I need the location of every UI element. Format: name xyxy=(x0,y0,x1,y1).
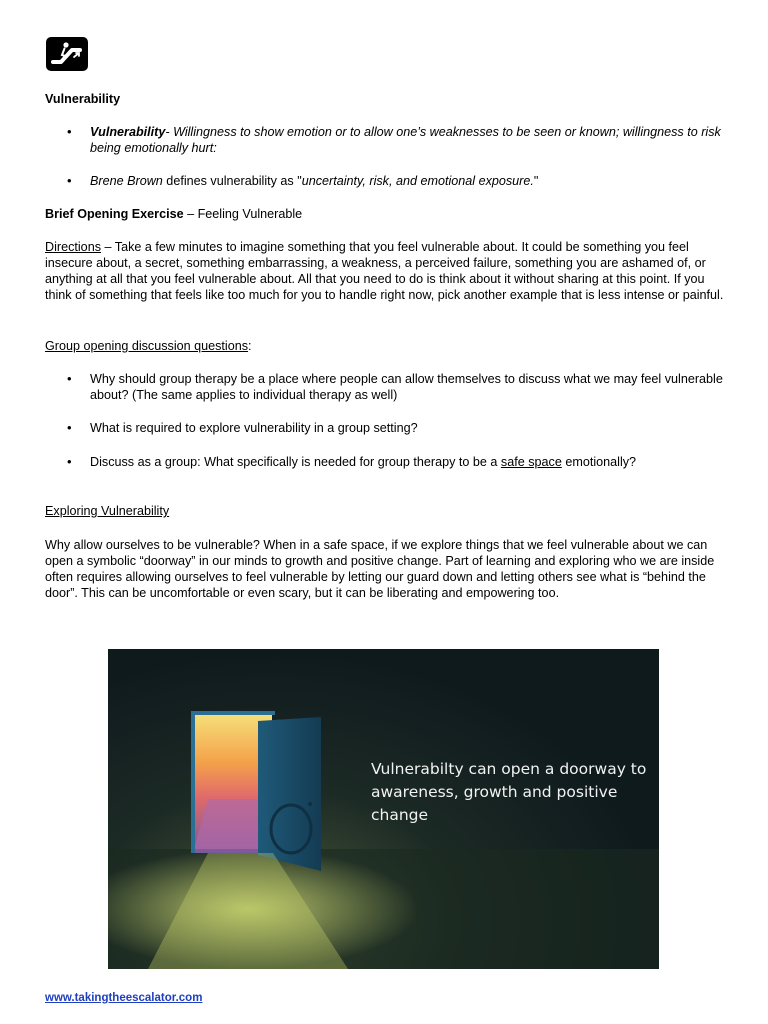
escalator-logo xyxy=(46,37,88,71)
definition-text: Willingness to show emotion or to allow one’s weaknesses to be seen or known; willingness to risk being emotionally hurt: xyxy=(90,125,721,155)
doorway-image xyxy=(108,649,659,969)
list-item: • Brene Brown defines vulnerability as "uncertainty, risk, and emotional exposure." xyxy=(45,173,725,189)
image-caption: Vulnerabilty can open a doorway to awareness, growth and positive change xyxy=(371,760,647,824)
list-item: • Discuss as a group: What specifically is needed for group therapy to be a safe space emotionally? xyxy=(45,454,725,470)
safe-space-link: safe space xyxy=(500,455,562,469)
questions-list xyxy=(45,371,725,470)
exploring-heading: Exploring Vulnerability xyxy=(45,504,170,518)
exploring-paragraph: Why allow ourselves to be vulnerable? When in a safe space, if we explore things that we feel vulnerable about we can open a symbolic “doorway” in our minds to growth and positive change. Part of learning and exploring who we are inside often requires allowing ourselves to feel vulnerable by letting our guard down and letting others see what is “behind the door”. This can be uncomfortable or even scary, but it can be liberating and empowering too. xyxy=(45,538,715,600)
definition-quote: uncertainty, risk, and emotional exposure. xyxy=(301,174,534,188)
list-item: • What is required to explore vulnerability in a group setting? xyxy=(45,420,725,436)
questions-heading: Group opening discussion questions: xyxy=(45,339,252,353)
list-item: • Vulnerability- Willingness to show emotion or to allow one’s weaknesses to be seen or known; willingness to risk being emotionally hurt: xyxy=(45,124,725,156)
directions-label: Directions xyxy=(45,240,101,254)
list-item: • Why should group therapy be a place where people can allow themselves to discuss what we may feel vulnerable about? (The same applies to individual therapy as well) xyxy=(45,371,725,403)
escalator-icon xyxy=(50,41,84,67)
directions-paragraph: Directions – Take a few minutes to imagine something that you feel vulnerable about. It could be something you feel insecure about, a secret, something embarrassing, a weakness, a perceived failure, something you are ashamed of, or anything at all that you feel vulnerable about. All that you need to do is think about it without sharing at this point. If you think of something that feels like too much for you to handle right now, pick another example that is less intense or painful. xyxy=(45,240,724,302)
exercise-heading: Brief Opening Exercise – Feeling Vulnerable xyxy=(45,207,303,221)
definition-term: Vulnerability xyxy=(90,125,166,139)
definitions-list xyxy=(45,124,725,189)
page-title: Vulnerability xyxy=(45,92,121,106)
author-name: Brene Brown xyxy=(90,174,163,188)
website-link[interactable]: www.takingtheescalator.com xyxy=(45,992,203,1004)
